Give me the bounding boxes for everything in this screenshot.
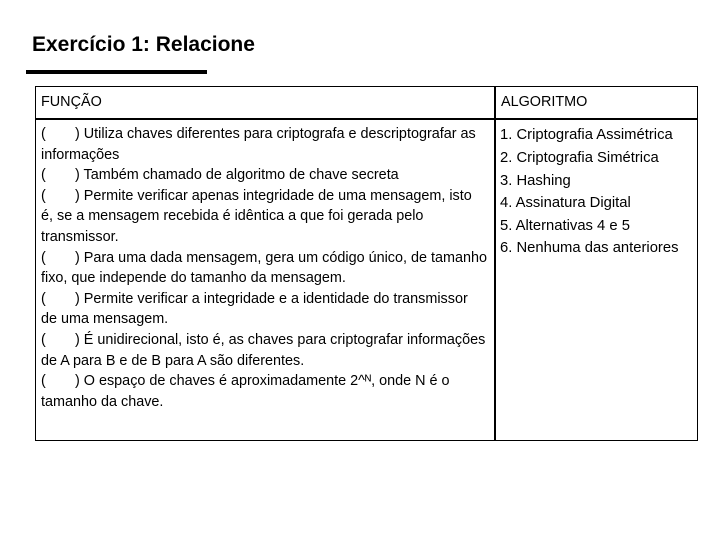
- header-funcao: FUNÇÃO: [41, 94, 102, 110]
- funcao-text: ) É unidirecional, isto é, as chaves para criptografar informações de A para B e de B para A são diferentes.: [41, 331, 486, 369]
- answer-blank[interactable]: (: [41, 373, 46, 390]
- algoritmo-item: 3. Hashing: [500, 172, 571, 189]
- funcao-list: [41, 124, 487, 412]
- column-divider: [494, 87, 496, 440]
- funcao-item: [41, 330, 487, 371]
- answer-blank[interactable]: (: [41, 126, 46, 142]
- answer-blank[interactable]: (: [41, 249, 46, 266]
- answer-blank[interactable]: (: [41, 167, 46, 184]
- algoritmo-item: 2. Criptografia Simétrica: [500, 149, 659, 166]
- funcao-item: [41, 124, 487, 165]
- funcao-text: ) Para uma dada mensagem, gera um código único, de tamanho fixo, que independe do tamanho da mensagem.: [41, 249, 487, 287]
- funcao-text: ) Permite verificar a integridade e a identidade do transmissor de uma mensagem.: [41, 290, 468, 328]
- funcao-item: [41, 289, 487, 330]
- algoritmo-list: [500, 124, 696, 258]
- funcao-item: [41, 371, 487, 412]
- page-title: Exercício 1: Relacione: [32, 33, 255, 56]
- matching-table: [35, 86, 698, 441]
- header-algoritmo: ALGORITMO: [501, 94, 588, 110]
- funcao-item: [41, 248, 487, 289]
- answer-blank[interactable]: (: [41, 331, 46, 348]
- funcao-text: ) Também chamado de algoritmo de chave secreta: [75, 167, 399, 184]
- algoritmo-item: 1. Criptografia Assimétrica: [500, 127, 673, 143]
- funcao-item: [41, 165, 487, 186]
- header-divider: [36, 118, 697, 120]
- funcao-item: [41, 186, 487, 248]
- answer-blank[interactable]: (: [41, 290, 46, 307]
- algoritmo-item: 5. Alternativas 4 e 5: [500, 218, 630, 235]
- algoritmo-item: 4. Assinatura Digital: [500, 195, 631, 212]
- funcao-text: ) Utiliza chaves diferentes para criptografa e descriptografar as informações: [41, 126, 476, 163]
- funcao-text: ) Permite verificar apenas integridade de uma mensagem, isto é, se a mensagem recebida é idêntica a que foi gerada pelo transmissor.: [41, 187, 472, 245]
- answer-blank[interactable]: (: [41, 187, 46, 204]
- funcao-text: ) O espaço de chaves é aproximadamente 2^ᴺ, onde N é o tamanho da chave.: [41, 373, 450, 410]
- algoritmo-item: 6. Nenhuma das anteriores: [500, 239, 679, 256]
- title-underline: [26, 70, 207, 74]
